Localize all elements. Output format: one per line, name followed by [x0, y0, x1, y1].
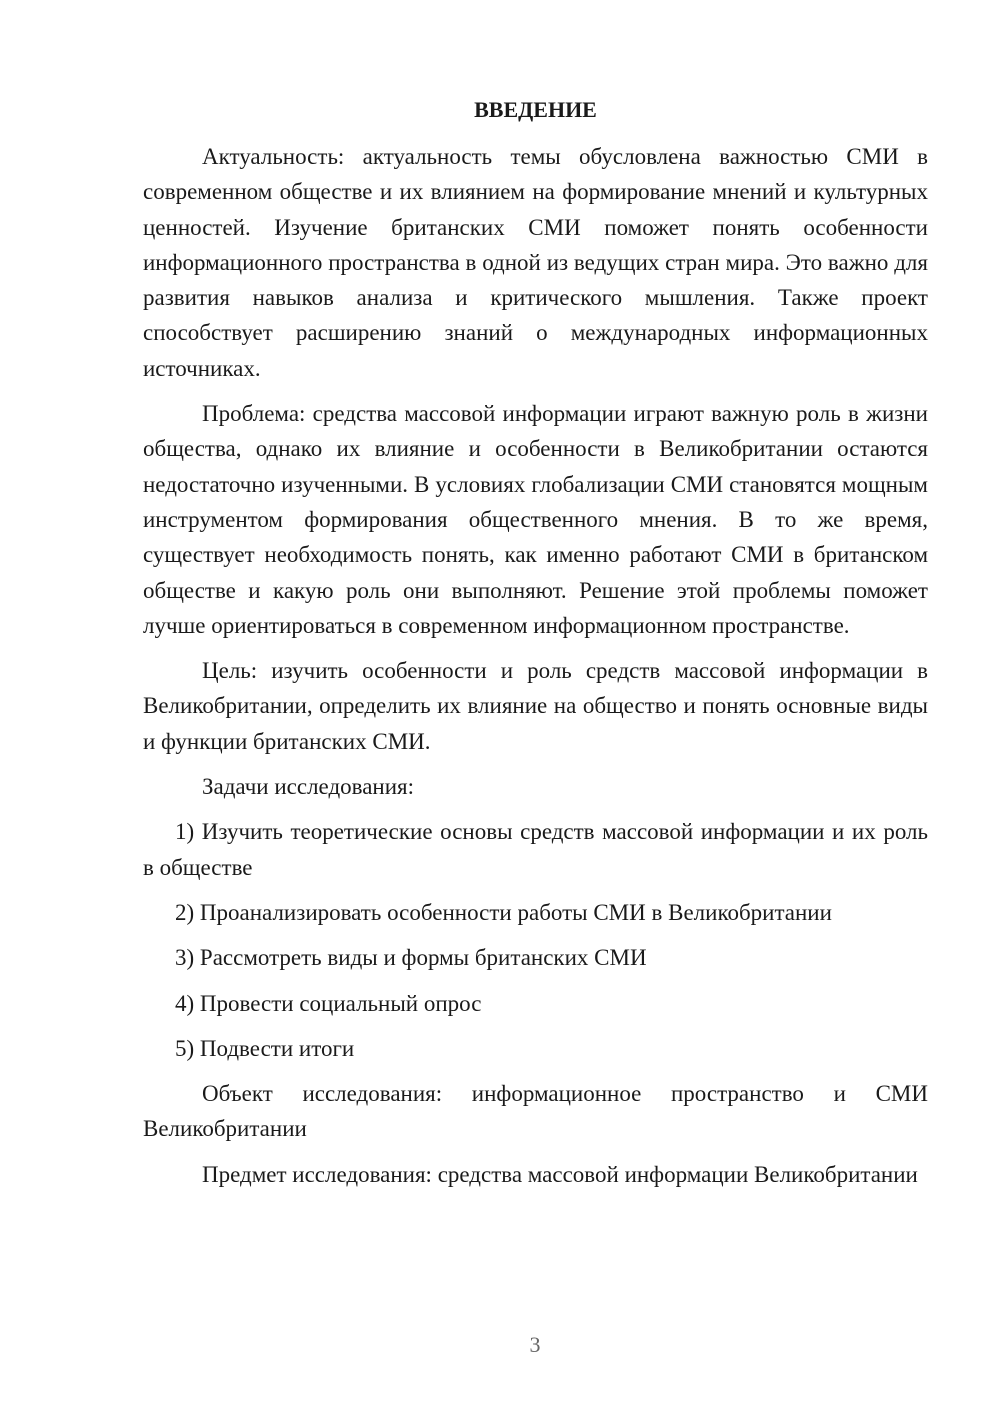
document-page: [143, 92, 928, 1202]
problem-paragraph: Проблема: средства массовой информации играют важную роль в жизни общества, однако их влияние и особенности в Великобритании остаются недостаточно изученными. В условиях глобализации СМИ становятся мощным инструментом формирования общественного мнения. В то же время, существует необходимость понять, как именно работают СМИ в британском обществе и какую роль они выполняют. Решение этой проблемы поможет лучше ориентироваться в современном информационном пространстве.: [143, 401, 928, 638]
relevance-paragraph: Актуальность: актуальность темы обусловлена важностью СМИ в современном обществе и их влиянием на формирование мнений и культурных ценностей. Изучение британских СМИ поможет понять особенности информационного пространства в одной из ведущих стран мира. Это важно для развития навыков анализа и критического мышления. Также проект способствует расширению знаний о международных информационных источниках.: [143, 144, 928, 381]
page-title: ВВЕДЕНИЕ: [474, 97, 597, 122]
goal-paragraph: Цель: изучить особенности и роль средств массовой информации в Великобритании, определить их влияние на общество и понять основные виды и функции британских СМИ.: [143, 658, 928, 754]
list-item: 5) Подвести итоги: [175, 1035, 355, 1061]
subject-paragraph: Предмет исследования: средства массовой информации Великобритании: [202, 1161, 918, 1187]
page-number: 3: [529, 1332, 541, 1357]
tasks-list: [143, 814, 928, 1066]
object-paragraph: Объект исследования: информационное пространство и СМИ Великобритании: [143, 1081, 928, 1142]
list-item: 2) Проанализировать особенности работы СМИ в Великобритании: [175, 899, 832, 925]
list-item: 4) Провести социальный опрос: [175, 990, 482, 1016]
tasks-title: Задачи исследования:: [202, 774, 415, 800]
list-item: 3) Рассмотреть виды и формы британских СМИ: [175, 945, 647, 971]
list-item: 1) Изучить теоретические основы средств массовой информации и их роль в обществе: [143, 819, 928, 880]
